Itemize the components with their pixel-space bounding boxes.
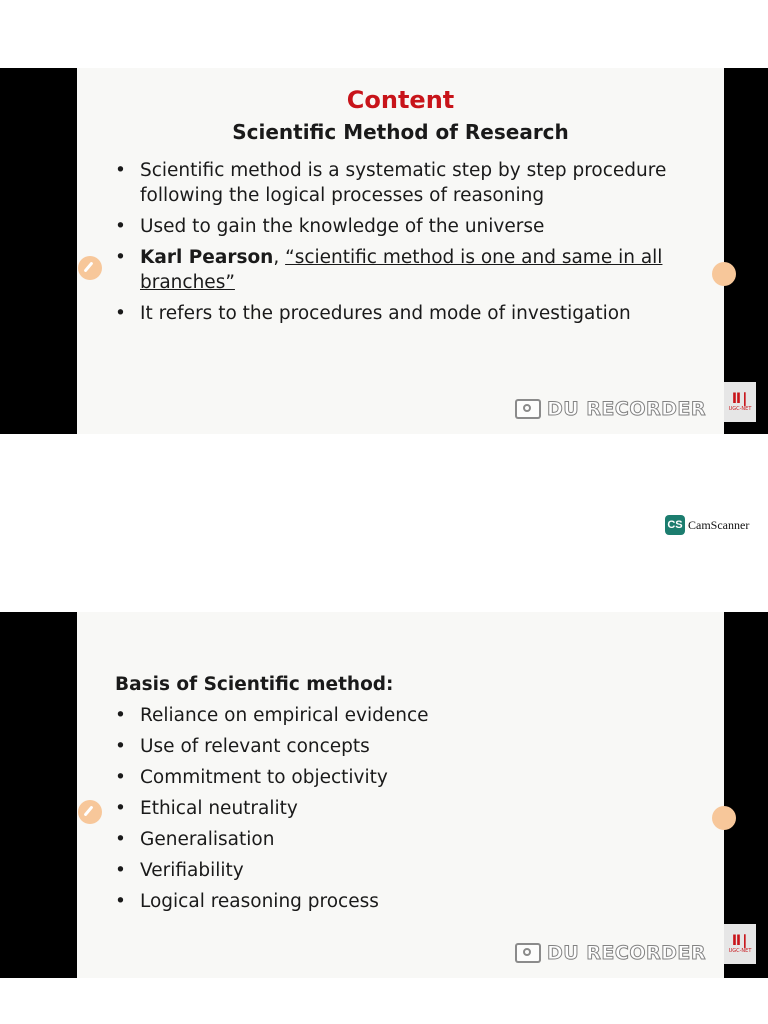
slide-frame-2 bbox=[0, 612, 768, 978]
list-item bbox=[115, 301, 704, 326]
camera-icon bbox=[515, 399, 541, 419]
pen-icon[interactable] bbox=[78, 256, 102, 280]
quote-text: “scientific method is one and same in all bbox=[285, 247, 663, 268]
list-item: • Use of relevant concepts bbox=[115, 734, 704, 759]
list-item: • Verifiability bbox=[115, 858, 704, 883]
list-item bbox=[115, 214, 704, 239]
slide-subtitle: Scientific Method of Research bbox=[232, 120, 569, 144]
logo-text: UGC-NET bbox=[728, 948, 752, 954]
recorder-label: DU RECORDER bbox=[546, 942, 706, 964]
list-item: • Logical reasoning process bbox=[115, 889, 704, 914]
tool-handle-icon[interactable] bbox=[712, 806, 736, 830]
list-item bbox=[115, 245, 704, 295]
list-item: • Reliance on empirical evidence bbox=[115, 703, 704, 728]
logo-text: UGC-NET bbox=[728, 406, 752, 412]
bullet-text: following the logical processes of reasoning bbox=[140, 185, 545, 206]
camscanner-mark bbox=[665, 515, 749, 535]
recorder-watermark bbox=[515, 942, 706, 964]
quote-text: branches” bbox=[140, 272, 235, 293]
camscanner-label: CamScanner bbox=[688, 517, 750, 532]
slide-heading: Basis of Scientific method: bbox=[115, 674, 394, 695]
camscanner-icon: CS bbox=[665, 515, 685, 535]
list-item: • Commitment to objectivity bbox=[115, 765, 704, 790]
author-name: Karl Pearson bbox=[140, 247, 274, 268]
separator: , bbox=[273, 247, 286, 268]
slide-1 bbox=[77, 68, 724, 434]
camera-icon bbox=[515, 943, 541, 963]
logo-icon: Ⅱ∣ bbox=[731, 391, 749, 407]
list-item: • Generalisation bbox=[115, 827, 704, 852]
list-item: • Ethical neutrality bbox=[115, 796, 704, 821]
bullet-text: Scientific method is a systematic step by step procedure bbox=[140, 160, 667, 181]
tool-handle-icon[interactable] bbox=[712, 262, 736, 286]
pen-icon[interactable] bbox=[78, 800, 102, 824]
logo-icon: Ⅱ∣ bbox=[731, 933, 749, 949]
slide-title: Content bbox=[346, 86, 455, 114]
channel-logo bbox=[724, 924, 756, 964]
bullet-text: It refers to the procedures and mode of investigation bbox=[140, 303, 631, 324]
list-item bbox=[115, 158, 704, 208]
bullet-text: Used to gain the knowledge of the universe bbox=[140, 216, 545, 237]
slide-frame-1 bbox=[0, 68, 768, 434]
recorder-watermark bbox=[515, 398, 706, 420]
bullet-list-1 bbox=[115, 158, 704, 332]
bullet-list-2 bbox=[115, 703, 704, 920]
slide-2 bbox=[77, 612, 724, 978]
channel-logo bbox=[724, 382, 756, 422]
recorder-label: DU RECORDER bbox=[546, 398, 706, 420]
